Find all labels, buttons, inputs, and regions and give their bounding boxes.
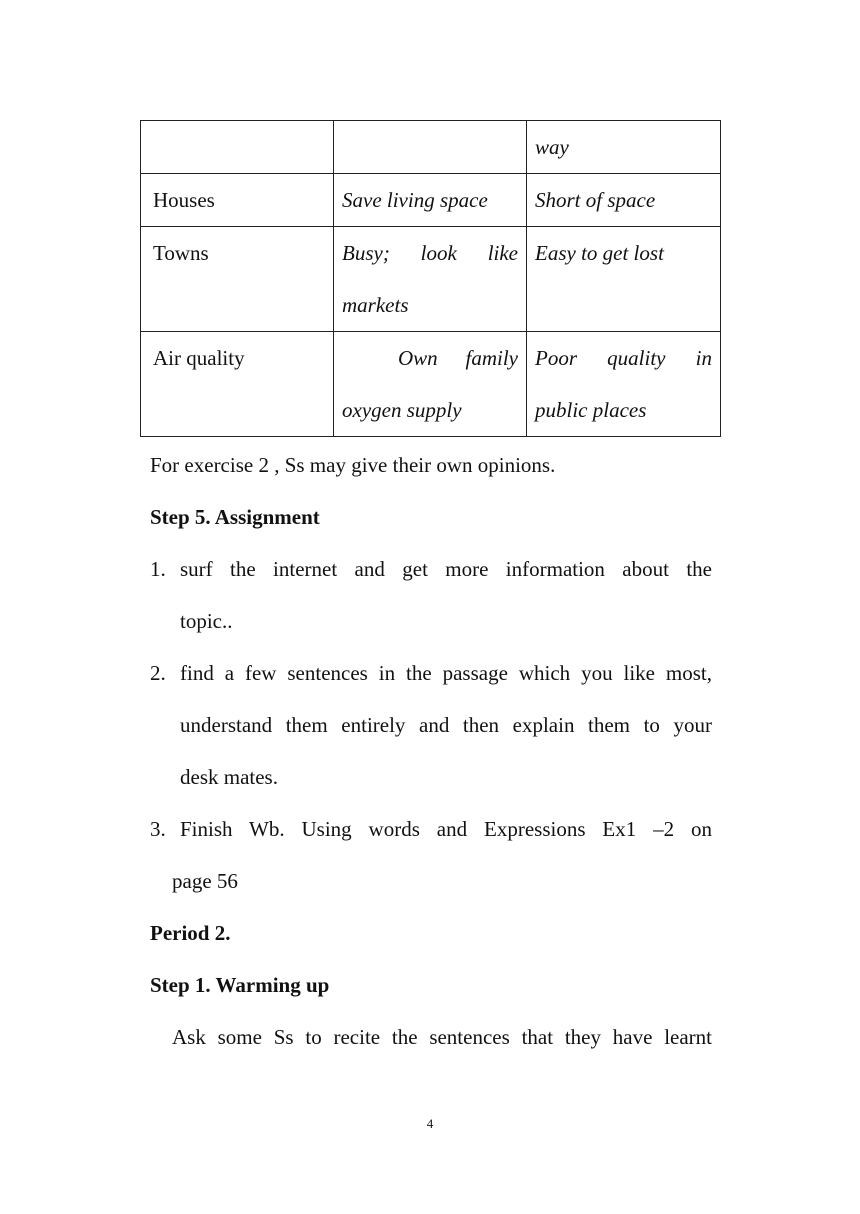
list-item-text: desk mates. — [180, 765, 278, 789]
table-cell: Air quality — [141, 332, 334, 437]
page-number: 4 — [426, 1116, 434, 1131]
comparison-table — [140, 120, 721, 437]
table-cell: way — [527, 121, 721, 174]
table-row — [141, 121, 721, 174]
list-number: 2. — [150, 661, 166, 685]
table-cell: Easy to get lost — [527, 227, 721, 332]
warmup-text: Ask some Ss to recite the sentences that they have learnt — [172, 1025, 712, 1049]
table-cell: Save living space — [334, 174, 527, 227]
table-row — [141, 227, 721, 332]
list-number: 3. — [150, 817, 166, 841]
list-item-text: page 56 — [172, 869, 238, 893]
table-cell: Short of space — [527, 174, 721, 227]
step1-heading: Step 1. Warming up — [150, 973, 330, 997]
table-cell — [334, 121, 527, 174]
list-item-text: Finish Wb. Using words and Expressions Ex1 –2 on — [180, 817, 712, 841]
period-heading: Period 2. — [150, 921, 231, 945]
table-cell: Poor quality in public places — [527, 332, 721, 437]
step5-heading: Step 5. Assignment — [150, 505, 320, 529]
list-item-text: find a few sentences in the passage which you like most, — [180, 661, 712, 685]
list-item-text: surf the internet and get more information about the — [180, 557, 712, 581]
table-cell: Houses — [141, 174, 334, 227]
table-cell: Busy; look like markets — [334, 227, 527, 332]
table-row — [141, 332, 721, 437]
table-cell: Own family oxygen supply — [334, 332, 527, 437]
list-item-text: understand them entirely and then explain them to your — [180, 713, 712, 737]
exercise-note: For exercise 2 , Ss may give their own opinions. — [150, 453, 556, 477]
table-cell — [141, 121, 334, 174]
list-item-text: topic.. — [180, 609, 233, 633]
table-cell: Towns — [141, 227, 334, 332]
table-row — [141, 174, 721, 227]
list-number: 1. — [150, 557, 166, 581]
